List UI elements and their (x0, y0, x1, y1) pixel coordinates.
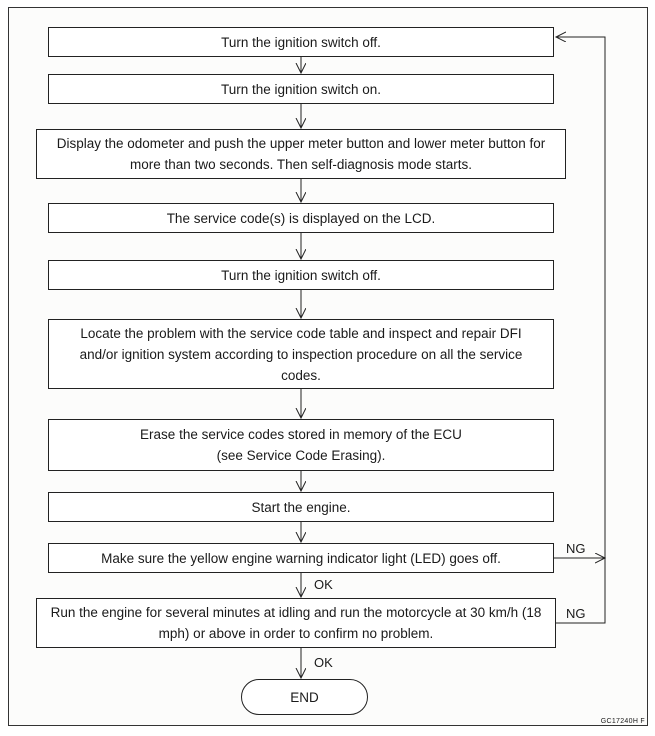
figure-code: GC17240H F (600, 718, 645, 725)
step-run-engine-test: Run the engine for several minutes at idling and run the motorcycle at 30 km/h (18 mph) or above in order to confirm no problem. (36, 598, 556, 648)
step-ignition-off-2: Turn the ignition switch off. (48, 260, 554, 290)
step-ignition-on: Turn the ignition switch on. (48, 74, 554, 104)
step-service-code-displayed: The service code(s) is displayed on the LCD. (48, 203, 554, 233)
step-self-diagnosis: Display the odometer and push the upper meter button and lower meter button for more than two seconds. Then self-diagnosis mode starts. (36, 129, 566, 179)
step-check-warning-light: Make sure the yellow engine warning indicator light (LED) goes off. (48, 543, 554, 573)
step-ignition-off-1: Turn the ignition switch off. (48, 27, 554, 57)
step-start-engine: Start the engine. (48, 492, 554, 522)
edge-label-ok-1: OK (314, 577, 333, 592)
edge-label-ng-1: NG (566, 541, 586, 556)
edge-ng-loop-11 (556, 37, 605, 623)
edge-label-ng-2: NG (566, 606, 586, 621)
edge-label-ok-2: OK (314, 655, 333, 670)
terminal-end: END (241, 679, 368, 715)
step-erase-service-codes: Erase the service codes stored in memory of the ECU (see Service Code Erasing). (48, 419, 554, 471)
step-locate-problem: Locate the problem with the service code table and inspect and repair DFI and/or ignition system according to inspection procedure on all the service codes. (48, 319, 554, 389)
